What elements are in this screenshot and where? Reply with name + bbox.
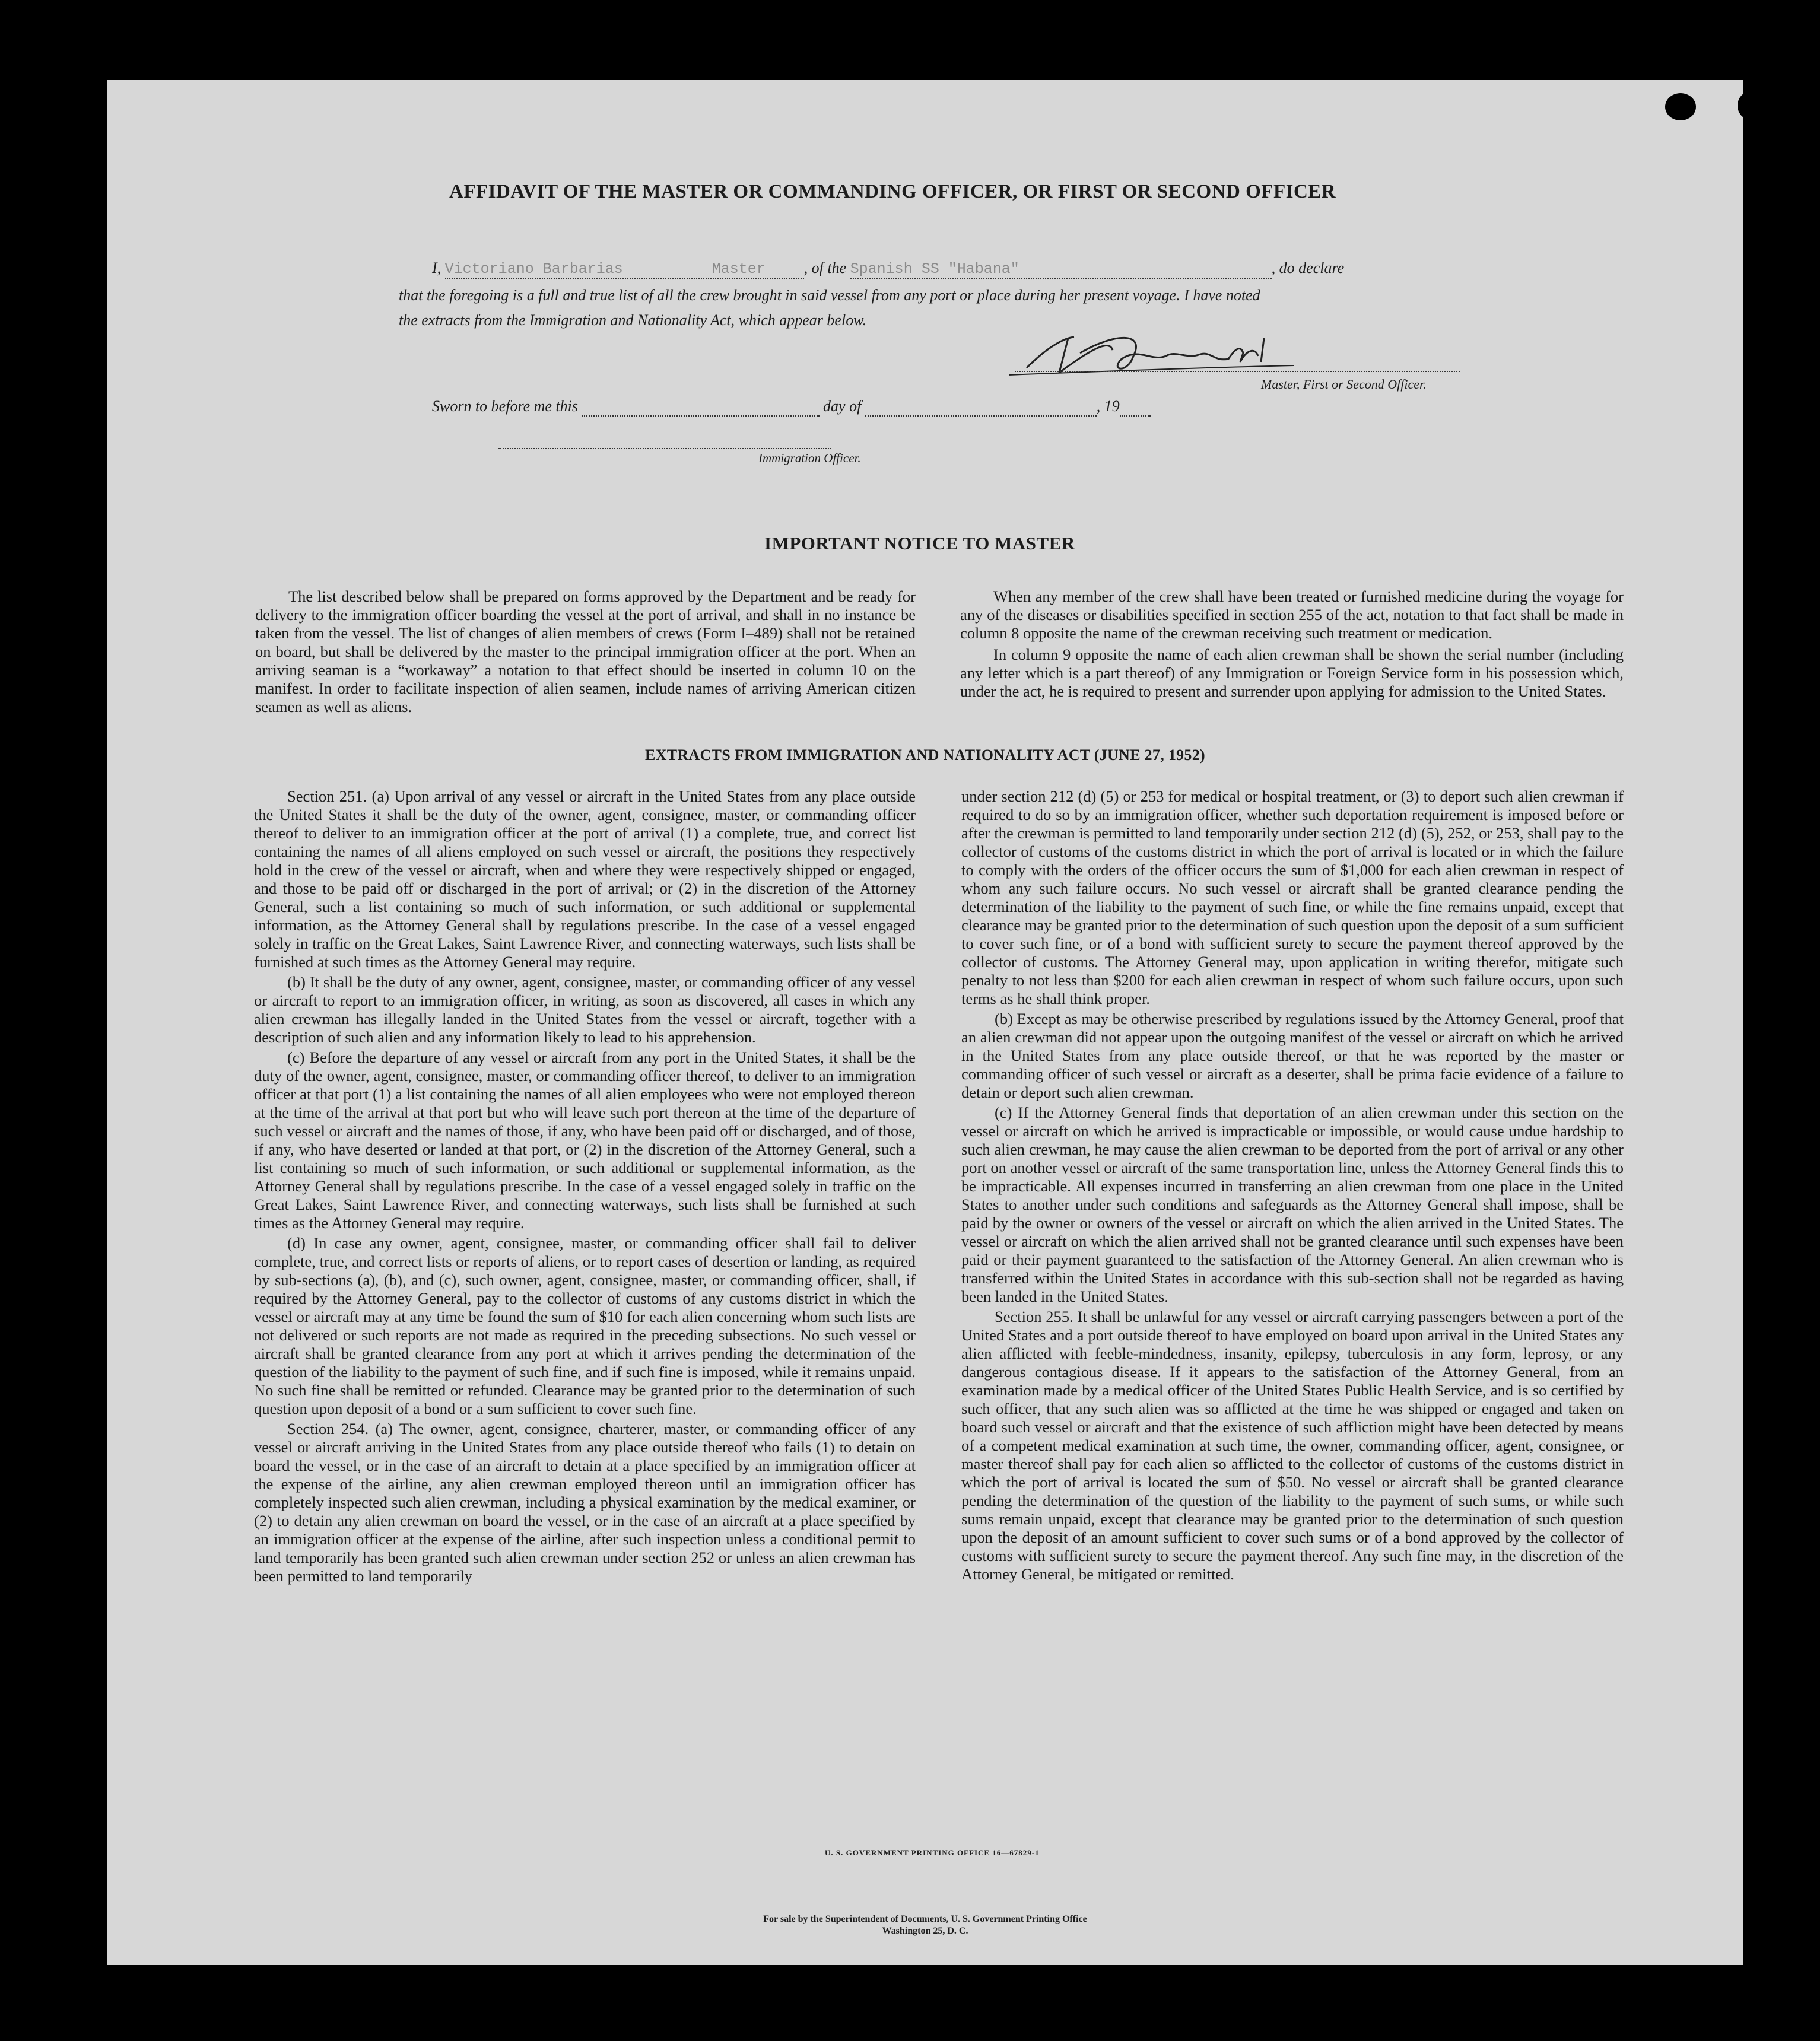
officer-caption: Immigration Officer.: [758, 451, 861, 465]
declaration-line-2: that the foregoing is a full and true list of all the crew brought in said vessel from any port or place during her present voyage. I have noted: [399, 287, 1260, 304]
footer: [107, 1913, 1743, 1937]
extracts-title: EXTRACTS FROM IMMIGRATION AND NATIONALITY ACT (JUNE 27, 1952): [644, 746, 1205, 764]
printer-line: U. S. GOVERNMENT PRINTING OFFICE 16—67829-1: [825, 1848, 1040, 1857]
extracts-left-column: [254, 787, 916, 1585]
extract-paragraph: Section 255. It shall be unlawful for any vessel or aircraft carrying passengers between a port of the United States and a port outside thereof to have employed on board upon arrival in the United States any alien afflicted with feeble-mindedness, insanity, epilepsy, tuberculosis in any form, leprosy, or any dangerous contagious disease. If it appears to the satisfaction of the Attorney General, from an examination made by a medical officer of the United States Public Health Service, and is so certified by such officer, that any such alien was so afflicted at the time he was shipped or engaged and taken on board such vessel or aircraft and that the existence of such affliction might have been detected by means of a competent medical examination at such time, the owner, commanding officer, agent, consignee, or master thereof shall pay for each alien so afflicted to the collector of customs of the customs district in which the port of arrival is located the sum of $50. No vessel or aircraft shall be granted clearance pending the determination of the question of the liability to the payment of such sums, or while such sums remain unpaid, except that clearance may be granted prior to the determination of such question upon the deposit of an amount sufficient to cover such sums or of a bond approved by the collector of customs with sufficient surety to secure the payment thereof. Any such fine may, in the discretion of the Attorney General, be mitigated or remitted.: [961, 1308, 1624, 1583]
footer-line-2: Washington 25, D. C.: [882, 1926, 968, 1936]
notice-paragraph: The list described below shall be prepared on forms approved by the Department and be ready for delivery to the immigration officer boarding the vessel at the port of arrival, and shall in no instance be taken from the vessel. The list of changes of alien members of crews (Form I–489) shall not be retained on board, but shall be delivered by the master to the principal immigration officer at the port. When an arriving seaman is a “workaway” a notation to that effect should be inserted in column 10 on the manifest. In order to facilitate inspection of alien seamen, include names of arriving American citizen seamen as well as aliens.: [255, 587, 916, 716]
master-name-field[interactable]: [445, 260, 804, 279]
notice-title: IMPORTANT NOTICE TO MASTER: [764, 533, 1075, 554]
footer-line-1: For sale by the Superintendent of Documents, U. S. Government Printing Office: [763, 1914, 1087, 1924]
extract-paragraph: (b) It shall be the duty of any owner, agent, consignee, master, or commanding officer of any vessel or aircraft to report to an immigration officer, in writing, as soon as discovered, all cases in which any alien crewman has illegally landed in the United States from the vessel or aircraft, together with a description of such alien and any information likely to lead to his apprehension.: [254, 973, 916, 1046]
extract-paragraph: (c) If the Attorney General finds that deportation of an alien crewman under this section on the vessel or aircraft on which he arrived is impracticable or impossible, or would cause undue hardship to such alien crewman, he may cause the alien crewman to be deported from the port of arrival or any other port on another vessel or aircraft of the same transportation line, unless the Attorney General finds this to be impracticable. All expenses incurred in transferring an alien crewman from one place in the United States to another under such conditions and safeguards as the Attorney General shall impose, shall be paid by the owner or owners of the vessel or aircraft on which the alien arrived in the United States. The vessel or aircraft on which the alien arrived shall not be granted clearance until such expenses have been paid or their payment guaranteed to the satisfaction of the Attorney General. An alien crewman who is transferred within the United States in accordance with this sub-section shall not be regarded as having been landed in the United States.: [961, 1104, 1624, 1305]
extract-paragraph: under section 212 (d) (5) or 253 for medical or hospital treatment, or (3) to deport such alien crewman if required to do so by an immigration officer, whether such deportation requirement is imposed before or after the crewman is permitted to land temporarily under section 212 (d) (5), 252, or 253, shall pay to the collector of customs of the customs district in which the port of arrival is located or in which the failure to comply with the orders of the officer occurs the sum of $1,000 for each alien crewman in respect of whom any such failure occurs. No such vessel or aircraft shall be granted clearance pending the determination of the liability to the payment of such fine, or while the fine remains unpaid, except that clearance may be granted prior to the determination of such question upon the deposit of a sum sufficient to cover such fine, or of a bond with sufficient surety to secure the payment thereof approved by the collector of customs. The Attorney General may, upon application in writing therefor, mitigate such penalty to not less than $200 for each alien crewman in respect of whom such failure occurs, upon such terms as he shall think proper.: [961, 787, 1624, 1007]
affidavit-title: AFFIDAVIT OF THE MASTER OR COMMANDING OFFICER, OR FIRST OR SECOND OFFICER: [449, 181, 1336, 202]
extract-paragraph: Section 254. (a) The owner, agent, consignee, charterer, master, or commanding officer of any vessel or aircraft arriving in the United States from any place outside thereof who fails (1) to detain on board the vessel, or in the case of an aircraft to detain at a place specified by an immigration officer at the expense of the airline, any alien crewman employed thereon until an immigration officer has completely inspected such alien crewman, including a physical examination by the medical examiner, or (2) to detain any alien crewman on board the vessel, or in the case of an aircraft at a place specified by an immigration officer at the expense of the airline, after such inspection unless a conditional permit to land temporarily has been granted such alien crewman under section 252 or unless an alien crewman has been permitted to land temporarily: [254, 1420, 916, 1585]
notice-paragraph: In column 9 opposite the name of each alien crewman shall be shown the serial number (including any letter which is a part thereof) of any Immigration or Foreign Service form in his possession which, under the act, he is required to present and surrender upon applying for admission to the United States.: [960, 646, 1624, 700]
declaration-line: [432, 259, 1583, 279]
notice-paragraph: When any member of the crew shall have been treated or furnished medicine during the voyage for any of the diseases or disabilities specified in section 255 of the act, notation to that fact shall be made in column 8 opposite the name of the crewman receiving such treatment or medication.: [960, 587, 1624, 642]
of-the-label: , of the: [803, 259, 847, 276]
extract-paragraph: (b) Except as may be otherwise prescribed by regulations issued by the Attorney General, proof that an alien crewman did not appear upon the outgoing manifest of the vessel or aircraft on which he arrived in the United States from any place outside thereof, or that he was reported by the master or commanding officer of such vessel or aircraft as a deserter, shall be prima facie evidence of a failure to detain or deport such alien crewman.: [961, 1010, 1624, 1101]
form-sheet: [107, 80, 1743, 1965]
vessel-field[interactable]: [850, 260, 1272, 279]
vessel-name: Spanish SS "Habana": [850, 260, 1019, 278]
sworn-line: [432, 398, 1151, 417]
sworn-month-field[interactable]: [865, 398, 1097, 417]
signature-caption: Master, First or Second Officer.: [1261, 377, 1427, 392]
extract-paragraph: (c) Before the departure of any vessel or aircraft from any port in the United States, it shall be the duty of the owner, agent, consignee, master, or commanding officer thereof, to deliver to an immigration officer at that port (1) a list containing the names of all alien employees who were not employed thereon at the time of the arrival at that port but who will leave such port thereon at the time of the departure of such vessel or aircraft and the names of those, if any, who have been paid off or discharged, and of those, if any, who have deserted or landed at that port, or (2) in the discretion of the Attorney General, such a list containing so much of such information, or such additional or supplemental information, as the Attorney General shall by regulations prescribe. In the case of a vessel engaged solely in traffic on the Great Lakes, Saint Lawrence River, and connecting waterways, such lists shall be furnished at such times as the Attorney General may require.: [254, 1048, 916, 1232]
punch-hole: [1665, 93, 1696, 120]
declaration-line-3: the extracts from the Immigration and Nationality Act, which appear below.: [399, 311, 867, 329]
master-position: Master: [712, 260, 766, 278]
sworn-year-field[interactable]: [1120, 398, 1151, 417]
signature-line: [1015, 371, 1460, 372]
extract-paragraph: (d) In case any owner, agent, consignee, master, or commanding officer shall fail to deliver complete, true, and correct lists or reports of aliens, or to report cases of desertion or landing, as required by sub-sections (a), (b), and (c), such owner, agent, consignee, master, or commanding officer, shall, if required by the Attorney General, pay to the collector of customs of any customs district in which the vessel or aircraft may at any time be found the sum of $10 for each alien concerning whom such lists are not delivered or such reports are not made as required in the preceding subsections. No such vessel or aircraft shall be granted clearance from any port at which it arrives pending the determination of the question of the liability to the payment of such fine, and if such fine is imposed, while it remains unpaid. No such fine shall be remitted or refunded. Clearance may be granted prior to the determination of such question upon deposit of a bond or a sum sufficient to cover such fine.: [254, 1234, 916, 1417]
year-label: , 19: [1096, 398, 1120, 415]
notice-left: [255, 587, 916, 716]
declaration-prefix: I,: [432, 259, 441, 276]
do-declare-label: , do declare: [1271, 259, 1345, 276]
notice-right: [960, 587, 1624, 701]
punch-hole: [1738, 92, 1761, 119]
sworn-day-field[interactable]: [582, 398, 820, 417]
immigration-officer-line: [498, 448, 831, 449]
sworn-prefix: Sworn to before me this: [432, 398, 579, 415]
extracts-right-column: [961, 787, 1624, 1584]
master-name: Victoriano Barbarias: [444, 260, 623, 278]
day-of-label: day of: [823, 398, 862, 415]
extract-paragraph: Section 251. (a) Upon arrival of any vessel or aircraft in the United States from any place outside the United States it shall be the duty of the owner, agent, consignee, master, or commanding officer thereof to deliver to an immigration officer at the port of arrival (1) a complete, true, and correct list containing the names of all aliens employed on such vessel or aircraft, the positions they respectively hold in the crew of the vessel or aircraft, when and where they were respectively shipped or engaged, and those to be paid off or discharged in the port of arrival; or (2) in the discretion of the Attorney General, such a list containing so much of such information, or such additional or supplemental information, as the Attorney General shall by regulations prescribe. In the case of a vessel engaged solely in traffic on the Great Lakes, Saint Lawrence River, and connecting waterways, such lists shall be furnished at such times as the Attorney General may require.: [254, 787, 916, 971]
